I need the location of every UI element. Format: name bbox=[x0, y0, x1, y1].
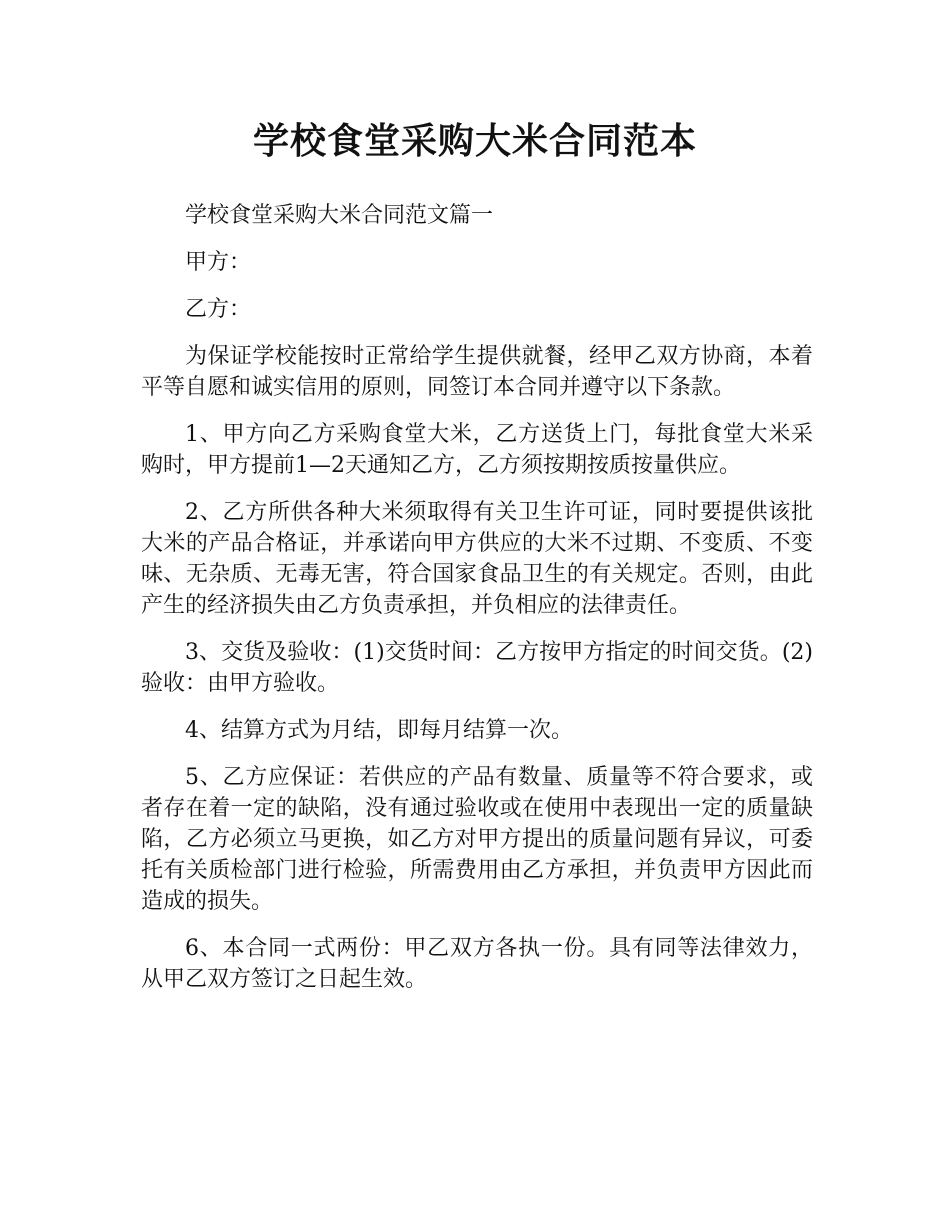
paragraph-preamble: 为保证学校能按时正常给学生提供就餐，经甲乙双方协商，本着平等自愿和诚实信用的原则，同签订本合同并遵守以下条款。 bbox=[141, 344, 813, 400]
document-body bbox=[141, 200, 813, 1011]
paragraph-party-b: 乙方： bbox=[185, 297, 252, 322]
paragraph-party-a: 甲方： bbox=[185, 250, 252, 275]
paragraph-clause-2: 2、乙方所供各种大米须取得有关卫生许可证，同时要提供该批大米的产品合格证，并承诺向甲方供应的大米不过期、不变质、不变味、无杂质、无毒无害，符合国家食品卫生的有关规定。否则，由此产生的经济损失由乙方负责承担，并负相应的法律责任。 bbox=[141, 500, 813, 618]
paragraph-clause-1: 1、甲方向乙方采购食堂大米，乙方送货上门，每批食堂大米采购时，甲方提前1—2天通知乙方，乙方须按期按质按量供应。 bbox=[141, 422, 813, 478]
paragraph-clause-6: 6、本合同一式两份：甲乙双方各执一份。具有同等法律效力，从甲乙双方签订之日起生效。 bbox=[141, 936, 813, 992]
paragraph-clause-5: 5、乙方应保证：若供应的产品有数量、质量等不符合要求，或者存在着一定的缺陷，没有通过验收或在使用中表现出一定的质量缺陷，乙方必须立马更换，如乙方对甲方提出的质量问题有异议，可委托有关质检部门进行检验，所需费用由乙方承担，并负责甲方因此而造成的损失。 bbox=[141, 765, 813, 914]
paragraph-subtitle: 学校食堂采购大米合同范文篇一 bbox=[185, 203, 494, 228]
document-title: 学校食堂采购大米合同范本 bbox=[252, 121, 697, 162]
paragraph-clause-4: 4、结算方式为月结，即每月结算一次。 bbox=[185, 718, 573, 743]
paragraph-clause-3: 3、交货及验收：(1)交货时间：乙方按甲方指定的时间交货。(2)验收：由甲方验收。 bbox=[141, 640, 813, 696]
